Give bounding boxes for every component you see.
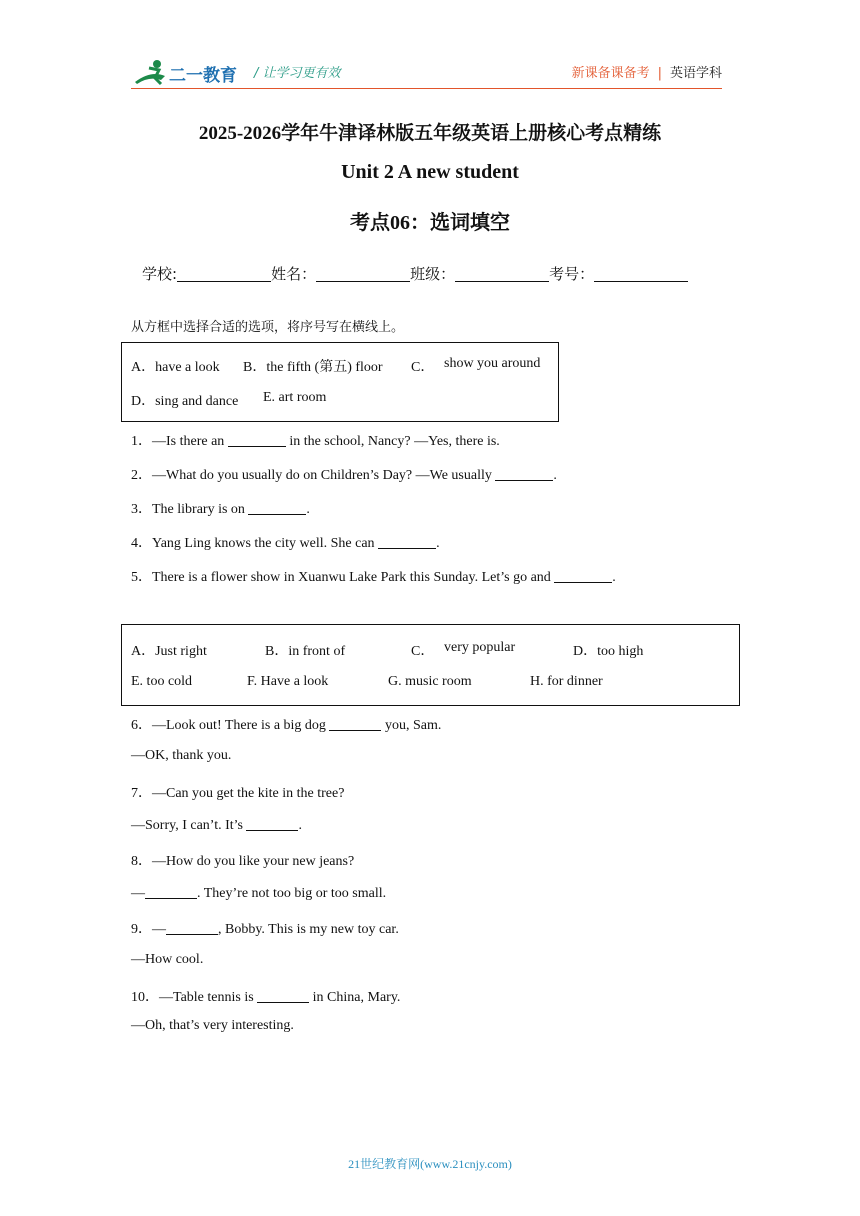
option-e: E. art room <box>263 390 327 405</box>
answer-blank[interactable] <box>248 500 306 515</box>
topic-title: 考点06：选词填空 <box>350 212 510 234</box>
class-label: 班级： <box>410 265 456 283</box>
option-f: F. Have a look <box>247 674 329 689</box>
response-6: —OK, thank you. <box>131 748 232 763</box>
option-c: very popular <box>444 640 516 655</box>
question-text: 9．— <box>131 922 166 937</box>
question-8: 8．—How do you like your new jeans? <box>131 854 355 869</box>
option-d: D．too high <box>573 644 644 659</box>
answer-blank[interactable] <box>246 816 298 831</box>
option-c: show you around <box>444 356 541 371</box>
header-divider <box>131 88 722 89</box>
answer-blank[interactable] <box>257 988 309 1003</box>
school-label: 学校: <box>142 265 178 283</box>
question-7: 7．—Can you get the kite in the tree? <box>131 786 345 801</box>
question-text: 1．—Is there an <box>131 434 225 449</box>
option-d: D．sing and dance <box>131 394 239 409</box>
answer-blank[interactable] <box>554 568 612 583</box>
question-4 <box>131 532 440 552</box>
answer-blank[interactable] <box>329 716 381 731</box>
question-text: . <box>306 502 310 517</box>
question-5 <box>131 566 616 586</box>
site-logo <box>131 56 243 90</box>
header-subject-label: 英语学科 <box>669 66 722 81</box>
question-text: . <box>612 570 616 585</box>
response-8 <box>131 884 386 902</box>
student-info <box>142 263 688 284</box>
option-a: A．have a look <box>131 360 220 375</box>
header-subject <box>572 62 722 81</box>
question-text: . <box>298 818 302 833</box>
question-text: —Sorry, I can’t. It’s <box>131 818 243 833</box>
slogan: / 让学习更有效 <box>254 66 341 81</box>
question-text: — <box>131 886 145 901</box>
answer-blank[interactable] <box>378 534 436 549</box>
school-blank[interactable] <box>177 265 271 282</box>
option-g: G. music room <box>388 674 472 689</box>
response-10: —Oh, that’s very interesting. <box>131 1018 294 1033</box>
answer-blank[interactable] <box>495 466 553 481</box>
option-b: B．the fifth (第五) floor <box>243 360 383 375</box>
question-text: . <box>553 468 557 483</box>
option-h: H. for dinner <box>530 674 603 689</box>
class-blank[interactable] <box>455 265 549 282</box>
logo-text: 二一教育 <box>169 66 237 86</box>
doc-title: 2025-2026学年牛津译林版五年级英语上册核心考点精练 <box>198 123 662 144</box>
question-text: 6．—Look out! There is a big dog <box>131 718 326 733</box>
option-c-letter: C． <box>411 644 435 659</box>
response-7 <box>131 816 302 834</box>
name-blank[interactable] <box>316 265 410 282</box>
question-text: 10．—Table tennis is <box>131 990 254 1005</box>
instruction: 从方框中选择合适的选项，将序号写在横线上。 <box>131 320 405 335</box>
option-box-1 <box>121 342 559 422</box>
option-a: A．Just right <box>131 644 207 659</box>
question-text: 3．The library is on <box>131 502 245 517</box>
header-tagline: 新课备课备考 <box>571 66 650 81</box>
number-label: 考号： <box>549 265 595 283</box>
response-9: —How cool. <box>131 952 204 967</box>
question-1 <box>131 430 500 450</box>
answer-blank[interactable] <box>228 432 286 447</box>
question-10 <box>131 986 400 1006</box>
header-separator: | <box>657 66 662 81</box>
option-c-letter: C． <box>411 360 435 375</box>
question-text: . They’re not too big or too small. <box>197 886 387 901</box>
question-2 <box>131 464 557 484</box>
question-text: 4．Yang Ling knows the city well. She can <box>131 536 375 551</box>
name-label: 姓名： <box>271 265 317 283</box>
question-text: in China, Mary. <box>312 990 401 1005</box>
footer-link[interactable]: 21世纪教育网(www.21cnjy.com) <box>348 1157 512 1171</box>
question-text: , Bobby. This is my new toy car. <box>218 922 399 937</box>
option-box-2 <box>121 624 740 706</box>
option-e: E. too cold <box>131 674 193 689</box>
question-3 <box>131 498 310 518</box>
question-6 <box>131 714 441 734</box>
option-b: B．in front of <box>265 644 346 659</box>
answer-blank[interactable] <box>145 884 197 899</box>
question-text: . <box>436 536 440 551</box>
number-blank[interactable] <box>594 265 688 282</box>
question-text: you, Sam. <box>384 718 442 733</box>
question-9 <box>131 918 399 938</box>
question-text: 5．There is a flower show in Xuanwu Lake Park this Sunday. Let’s go and <box>131 570 551 585</box>
unit-title: Unit 2 A new student <box>341 161 519 183</box>
question-text: in the school, Nancy? —Yes, there is. <box>289 434 500 449</box>
answer-blank[interactable] <box>166 920 218 935</box>
question-text: 2．—What do you usually do on Children’s Day? —We usually <box>131 468 492 483</box>
